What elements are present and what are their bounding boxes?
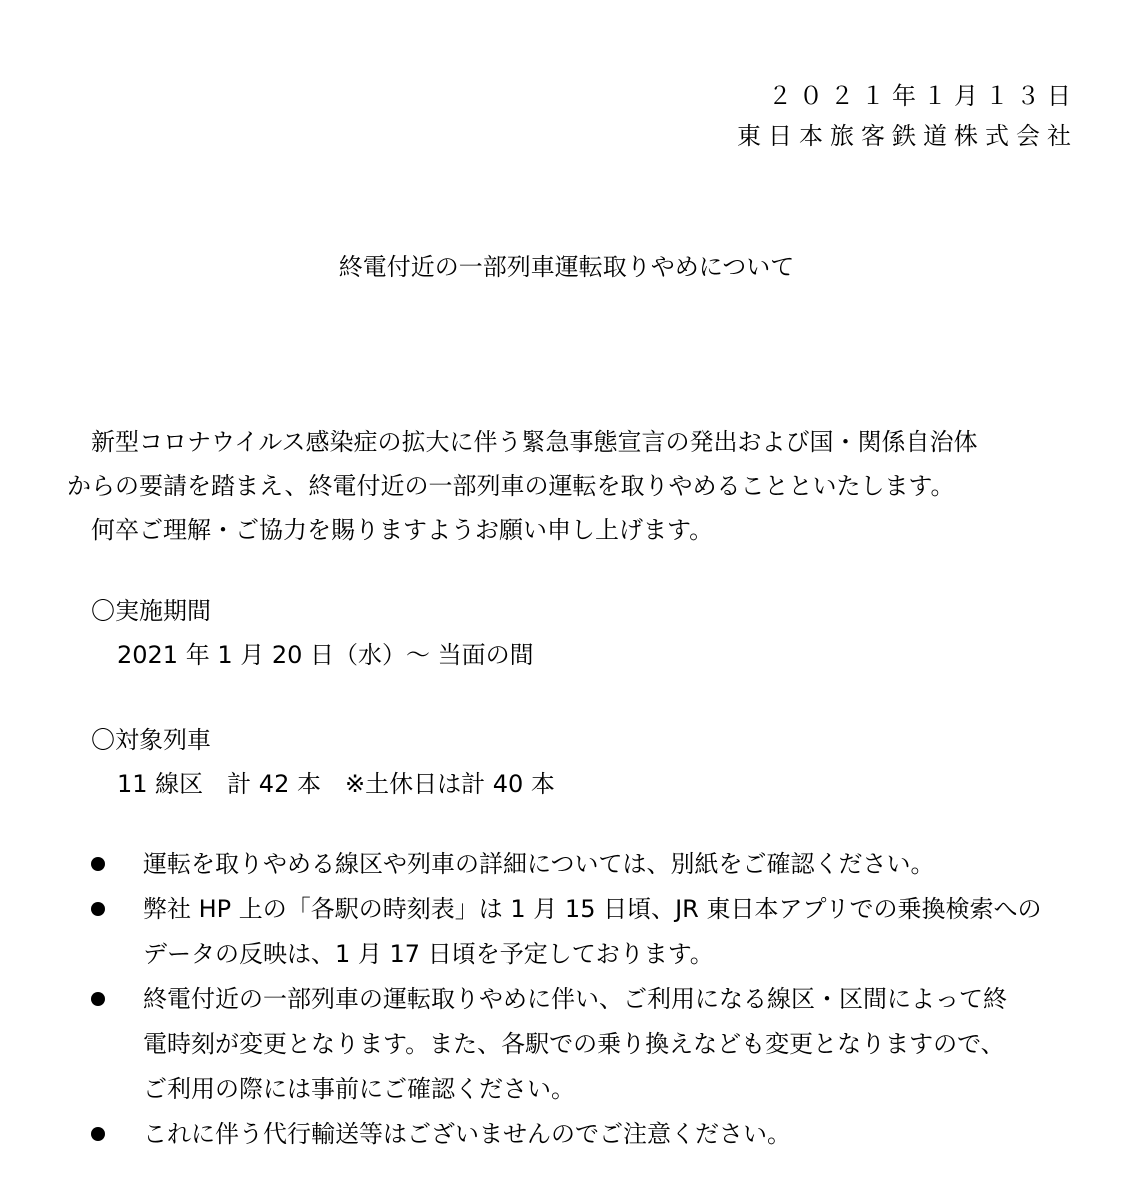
period-label: 〇実施期間 — [91, 597, 211, 625]
bullet-icon — [91, 992, 105, 1006]
note-line: 弊社 HP 上の「各駅の時刻表」は 1 月 15 日頃、JR 東日本アプリでの乗換検索への — [143, 895, 1042, 923]
period-value: 2021 年 1 月 20 日（水）～ 当面の間 — [117, 641, 534, 669]
bullet-icon — [91, 902, 105, 916]
note-line: データの反映は、1 月 17 日頃を予定しております。 — [143, 940, 714, 968]
issuer-company: 東日本旅客鉄道株式会社 — [737, 122, 1078, 150]
intro-line: 新型コロナウイルス感染症の拡大に伴う緊急事態宣言の発出および国・関係自治体 — [67, 428, 978, 456]
targets-value: 11 線区 計 42 本 ※土休日は計 40 本 — [117, 770, 555, 798]
document-title: 終電付近の一部列車運転取りやめについて — [338, 253, 795, 281]
bullet-icon — [91, 1127, 105, 1141]
note-line: 電時刻が変更となります。また、各駅での乗り換えなども変更となりますので、 — [143, 1030, 1005, 1058]
note-item — [91, 842, 1091, 887]
note-line: これに伴う代行輸送等はございませんのでご注意ください。 — [143, 1120, 791, 1148]
bullet-icon — [91, 857, 105, 871]
targets-section — [91, 718, 555, 806]
intro-paragraph — [67, 420, 1087, 552]
note-item — [91, 977, 1091, 1112]
note-line: ご利用の際には事前にご確認ください。 — [143, 1075, 575, 1103]
intro-line: 何卒ご理解・ご協力を賜りますようお願い申し上げます。 — [67, 516, 714, 544]
period-section — [91, 589, 534, 677]
note-item — [91, 887, 1091, 977]
document-header — [737, 76, 1078, 156]
intro-line: からの要請を踏まえ、終電付近の一部列車の運転を取りやめることといたします。 — [67, 472, 955, 500]
notes-list — [91, 842, 1091, 1157]
issue-date: ２０２１年１月１３日 — [768, 82, 1078, 110]
note-item — [91, 1112, 1091, 1157]
targets-label: 〇対象列車 — [91, 726, 211, 754]
note-line: 運転を取りやめる線区や列車の詳細については、別紙をご確認ください。 — [143, 850, 935, 878]
note-line: 終電付近の一部列車の運転取りやめに伴い、ご利用になる線区・区間によって終 — [143, 985, 1007, 1013]
